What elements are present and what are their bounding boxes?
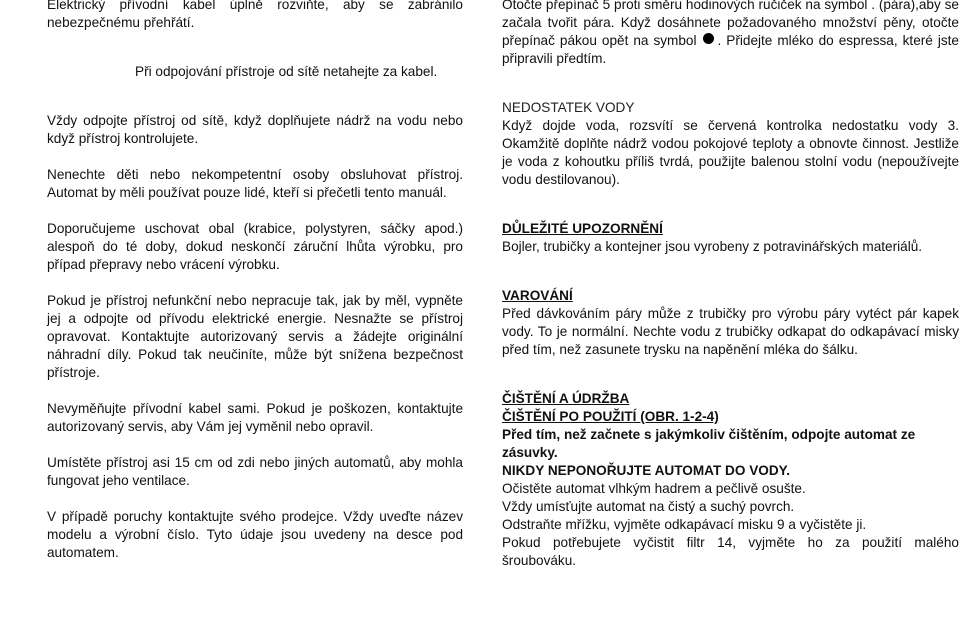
paragraph-placement: Umístěte přístroj asi 15 cm od zdi nebo jiných automatů, aby mohla fungovat jeho ventilace. <box>47 455 463 488</box>
steam-text-before: Otočte přepínač 5 proti směru hodinových ručiček na symbol . (pára),aby se začala tvořit pára. Když dosáhnete požadovaného množství pěny, otočte přepínač pákou opět na symbol <box>502 0 959 48</box>
cleaning-line: Pokud potřebujete vyčistit filtr 14, vyjměte ho za použití malého šroubováku. <box>502 535 959 568</box>
paragraph-never-immerse: NIKDY NEPONOŘUJTE AUTOMAT DO VODY. <box>502 463 791 478</box>
paragraph-important-notice: Bojler, trubičky a kontejner jsou vyrobeny z potravinářských materiálů. <box>502 239 923 254</box>
cleaning-line: Odstraňte mřížku, vyjměte odkapávací misku 9 a vyčistěte ji. <box>502 517 867 532</box>
left-column <box>47 0 463 562</box>
heading-warning: VAROVÁNÍ <box>502 288 573 303</box>
paragraph-failure-contact: V případě poruchy kontaktujte svého prodejce. Vždy uveďte název modelu a výrobní číslo. Tyto údaje jsou uvedeny na desce pod automatem. <box>47 509 463 560</box>
paragraph-disconnect: Vždy odpojte přístroj od sítě, když doplňujete nádrž na vodu nebo když přístroj kontrolujete. <box>47 113 463 146</box>
paragraph-warning: Před dávkováním páry může z trubičky pro výrobu páry vytéct pár kapek vody. To je normální. Nechte vodu z trubičky odkapat do odkapávací misky před tím, než zasunete trysku na napěnění mléka do šálku. <box>502 306 959 357</box>
paragraph-cable-unwind: Elektrický přívodní kabel úplně rozviňte, aby se zabránilo nebezpečnému přehřátí. <box>47 0 463 30</box>
right-column <box>502 0 959 570</box>
cleaning-line: Vždy umísťujte automat na čistý a suchý povrch. <box>502 499 795 514</box>
paragraph-unplugging: Při odpojování přístroje od sítě netahejte za kabel. <box>135 64 438 79</box>
heading-water-shortage: NEDOSTATEK VODY <box>502 100 635 115</box>
paragraph-steam-switch <box>502 0 959 68</box>
cleaning-line: Očistěte automat vlhkým hadrem a pečlivě osušte. <box>502 481 806 496</box>
filled-circle-icon <box>703 33 714 44</box>
paragraph-children: Nenechte děti nebo nekompetentní osoby obsluhovat přístroj. Automat by měli používat pouze lidé, kteří si přečetli tento manuál. <box>47 167 463 200</box>
steam-text-after: . Přidejte mléko do espressa, které jste připravili předtím. <box>502 33 959 66</box>
paragraph-unplug-before-cleaning: Před tím, než začnete s jakýmkoliv čištěním, odpojte automat ze zásuvky. <box>502 427 916 460</box>
paragraph-malfunction: Pokud je přístroj nefunkční nebo nepracuje tak, jak by měl, vypněte jej a odpojte od přívodu elektrické energie. Nesnažte se přístroj opravovat. Kontaktujte autorizovaný servis a žádejte originální náhradní díly. Pokud tak neučiníte, může být snížena bezpečnost přístroje. <box>47 293 463 380</box>
paragraph-power-cord: Nevyměňujte přívodní kabel sami. Pokud je poškozen, kontaktujte autorizovaný servis, aby Vám jej vyměnil nebo opravil. <box>47 401 463 434</box>
paragraph-packaging: Doporučujeme uschovat obal (krabice, polystyren, sáčky apod.) alespoň do té doby, dokud neskončí záruční lhůta výrobku, pro případ přepravy nebo vrácení výrobku. <box>47 221 463 272</box>
heading-cleaning-after-use: ČIŠTĚNÍ PO POUŽITÍ (OBR. 1-2-4) <box>502 409 719 424</box>
paragraph-water-shortage: Když dojde voda, rozsvítí se červená kontrolka nedostatku vody 3. Okamžitě doplňte nádrž vodou pokojové teploty a obnovte činnost. Jestliže je voda z kohoutku příliš tvrdá, použijte balenou stolní vodu (nepoužívejte vodu destilovanou). <box>502 118 959 187</box>
heading-cleaning-maintenance: ČIŠTĚNÍ A ÚDRŽBA <box>502 391 630 406</box>
heading-important-notice: DŮLEŽITÉ UPOZORNĚNÍ <box>502 221 663 236</box>
